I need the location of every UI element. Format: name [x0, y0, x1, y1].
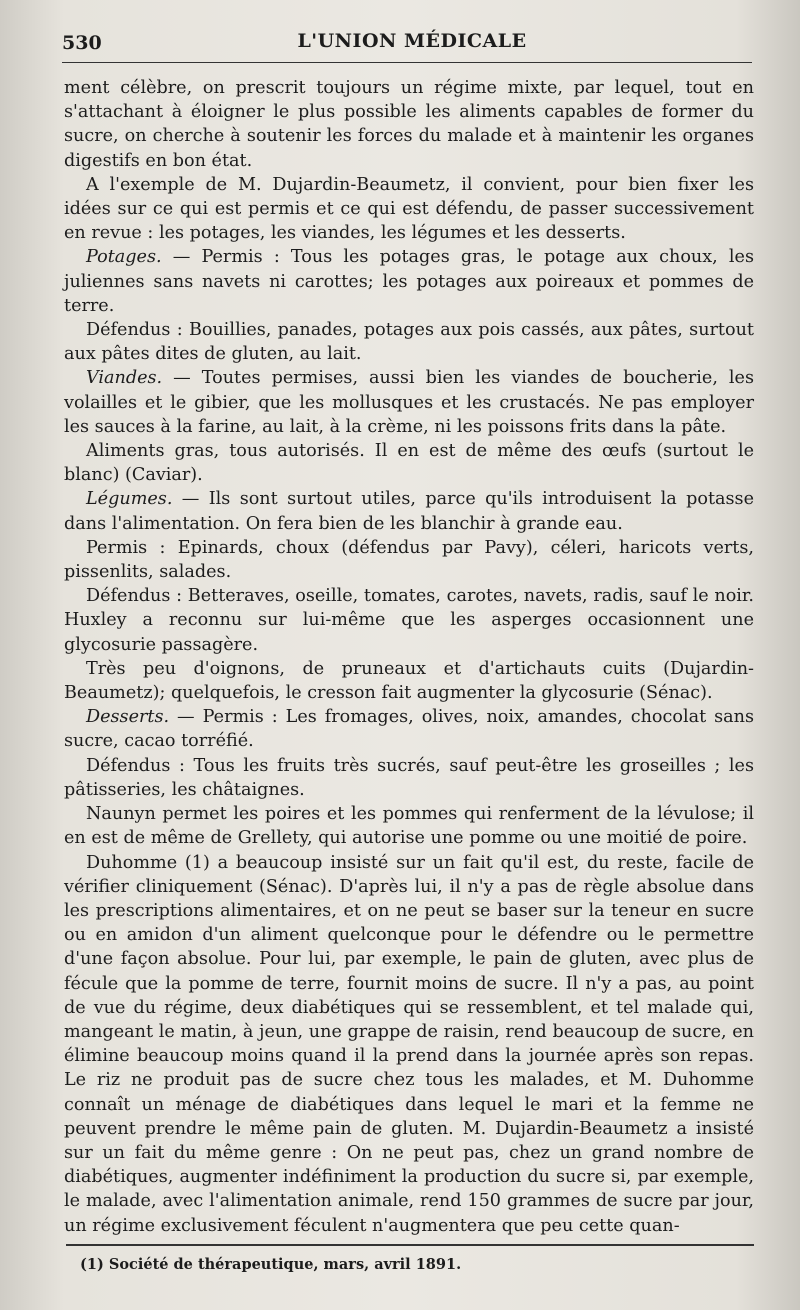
page-number: 530	[62, 32, 102, 54]
page-header	[62, 28, 762, 58]
paragraph: Duhomme (1) a beaucoup insisté sur un fait qu'il est, du reste, facile de vérifier cliniquement (Sénac). D'après lui, il n'y a pas de règle absolue dans les prescriptions alimentaires, et on ne peut se baser sur la teneur en sucre ou en amidon d'un aliment quelconque pour le défendre ou le permettre d'une façon absolue. Pour lui, par exemple, le pain de gluten, avec plus de fécule que la pomme de terre, fournit moins de sucre. Il n'y a pas, au point de vue du régime, deux diabétiques qui se ressemblent, et tel malade qui, mangeant le matin, à jeun, une grappe de raisin, rend beaucoup de sucre, en élimine beaucoup moins quand il la prend dans la journée après son repas. Le riz ne produit pas de sucre chez tous les malades, et M. Duhomme connaît un ménage de diabétiques dans lequel le mari et la femme ne peuvent prendre le même pain de gluten. M. Dujardin-Beaumetz a insisté sur un fait du même genre : On ne peut pas, chez un grand nombre de diabétiques, augmenter indéfiniment la production du sucre si, par exemple, le malade, avec l'alimentation animale, rend 150 grammes de sucre par jour, un régime exclusivement féculent n'augmentera que peu cette quan-	[64, 852, 754, 1236]
paragraph: Légumes. — Ils sont surtout utiles, parce qu'ils introduisent la potasse dans l'alimentation. On fera bien de les blanchir à grande eau.	[64, 489, 754, 534]
paragraph: Défendus : Tous les fruits très sucrés, sauf peut-être les groseilles ; les pâtisseries, les châtaignes.	[64, 755, 754, 800]
body-text	[64, 76, 754, 1238]
paragraph: Défendus : Betteraves, oseille, tomates, carotes, navets, radis, sauf le noir. Huxley a reconnu sur lui-même que les asperges occasionnent une glycosurie passagère.	[64, 586, 754, 655]
paragraph: Naunyn permet les poires et les pommes qui renferment de la lévulose; il en est de même de Grellety, qui autorise une pomme ou une moitié de poire.	[64, 804, 754, 849]
header-rule	[62, 62, 752, 63]
paragraph: Desserts. — Permis : Les fromages, olives, noix, amandes, chocolat sans sucre, cacao torréfié.	[64, 707, 754, 752]
paragraph: Défendus : Bouillies, panades, potages aux pois cassés, aux pâtes, surtout aux pâtes dites de gluten, au lait.	[64, 320, 754, 365]
paragraph: ment célèbre, on prescrit toujours un régime mixte, par lequel, tout en s'attachant à éloigner le plus possible les aliments capables de former du sucre, on cherche à soutenir les forces du malade et à maintenir les organes digestifs en bon état.	[64, 78, 754, 171]
paragraph: A l'exemple de M. Dujardin-Beaumetz, il convient, pour bien fixer les idées sur ce qui est permis et ce qui est défendu, de passer successivement en revue : les potages, les viandes, les légumes et les desserts.	[64, 174, 754, 244]
paragraph: Permis : Epinards, choux (défendus par Pavy), céleri, haricots verts, pissenlits, salades.	[64, 537, 754, 583]
section-lead: Potages.	[86, 247, 162, 268]
paragraph: Viandes. — Toutes permises, aussi bien les viandes de boucherie, les volailles et le gibier, que les mollusques et les crustacés. Ne pas employer les sauces à la farine, au lait, à la crème, ni les poissons frits dans la pâte.	[64, 368, 754, 437]
running-title: L'UNION MÉDICALE	[297, 30, 527, 52]
paragraph: Très peu d'oignons, de pruneaux et d'artichauts cuits (Dujardin-Beaumetz); quelquefois, le cresson fait augmenter la glycosurie (Sénac).	[64, 658, 754, 704]
section-lead: Légumes.	[86, 489, 173, 510]
footnote-rule	[66, 1244, 754, 1246]
paragraph: Aliments gras, tous autorisés. Il en est de même des œufs (surtout le blanc) (Caviar).	[64, 441, 754, 486]
footnote: (1) Société de thérapeutique, mars, avril 1891.	[80, 1256, 462, 1273]
section-lead: Viandes.	[86, 368, 163, 389]
paragraph: Potages. — Permis : Tous les potages gras, le potage aux choux, les juliennes sans navets ni carottes; les potages aux poireaux et pommes de terre.	[64, 247, 754, 316]
section-lead: Desserts.	[86, 707, 170, 728]
